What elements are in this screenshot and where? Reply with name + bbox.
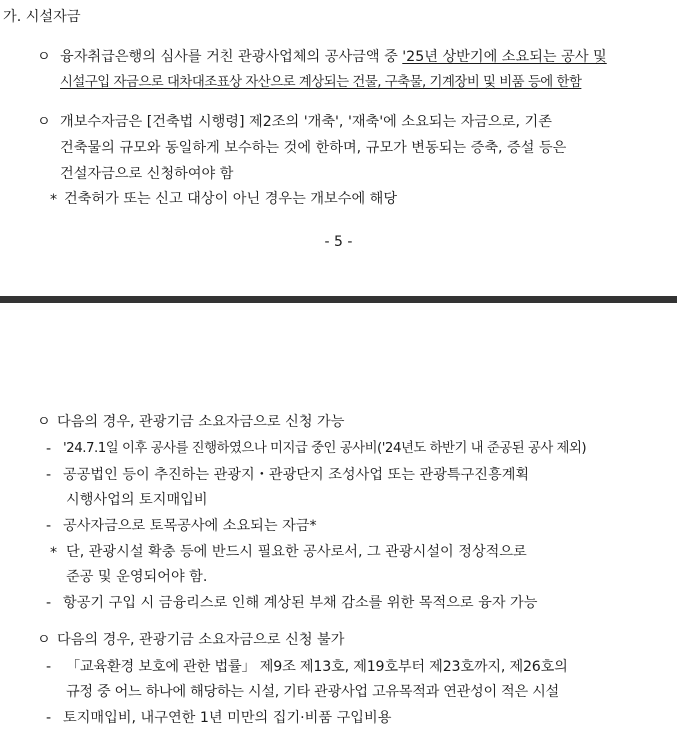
bullet1-line1-plain: 융자취급은행의 심사를 거친 관광사업체의 공사금액 중 <box>60 49 403 65</box>
bullet2-line1: 개보수자금은 [건축법 시행령] 제2조의 '개축', '재축'에 소요되는 자금으로, 기존 <box>60 114 552 130</box>
section-title: 가. 시설자금 <box>3 9 81 25</box>
list-item-continuation: 규정 중 어느 하나에 해당하는 시설, 기타 관광사업 고유목적과 연관성이 적은 시설 <box>66 684 559 700</box>
group1-marker: ㅇ <box>37 414 51 430</box>
bullet1-line2: 시설구입 자금으로 대차대조표상 자산으로 계상되는 건물, 구축물, 기계장비 및 비품 등에 한함 <box>60 75 582 90</box>
group2-heading: 다음의 경우, 관광기금 소요자금으로 신청 불가 <box>57 632 345 648</box>
list-item: '24.7.1일 이후 공사를 진행하였으나 미지급 중인 공사비('24년도 하반기 내 준공된 공사 제외) <box>63 441 587 456</box>
list-item: 토지매입비, 내구연한 1년 미만의 집기·비품 구입비용 <box>63 710 392 726</box>
bullet1-line1 <box>60 47 607 67</box>
list-item-marker: - <box>46 710 52 726</box>
list-item-continuation: 준공 및 운영되어야 함. <box>66 569 208 585</box>
bullet2-line3: 건설자금으로 신청하여야 함 <box>60 166 234 182</box>
note-marker: * <box>50 192 58 208</box>
page-number: - 5 - <box>324 234 353 250</box>
list-item-marker: - <box>46 441 52 457</box>
list-item: 공사자금으로 토목공사에 소요되는 자금* <box>63 518 317 534</box>
group2-marker: ㅇ <box>37 632 51 648</box>
list-item-marker: * <box>50 545 58 561</box>
list-item-marker: - <box>46 659 52 675</box>
list-item-marker: - <box>46 467 52 483</box>
bullet-marker: ㅇ <box>37 114 51 130</box>
bullet-marker: ㅇ <box>37 49 51 65</box>
list-item: 공공법인 등이 추진하는 관광지・관광단지 조성사업 또는 관광특구진흥계획 <box>63 467 530 483</box>
list-item-continuation: 시행사업의 토지매입비 <box>66 492 208 508</box>
bullet2-line2: 건축물의 규모와 동일하게 보수하는 것에 한하며, 규모가 변동되는 증축, 증설 등은 <box>60 140 567 156</box>
bullet1-line1-underlined: '25년 상반기에 소요되는 공사 및 <box>402 49 607 65</box>
list-item-marker: - <box>46 595 52 611</box>
list-item: 단, 관광시설 확충 등에 반드시 필요한 공사로서, 그 관광시설이 정상적으로 <box>66 544 527 560</box>
list-item: 항공기 구입 시 금융리스로 인해 계상된 부채 감소를 위한 목적으로 융자 가능 <box>63 595 538 611</box>
group1-heading: 다음의 경우, 관광기금 소요자금으로 신청 가능 <box>57 414 345 430</box>
list-item-marker: - <box>46 518 52 534</box>
note-text: 건축허가 또는 신고 대상이 아닌 경우는 개보수에 해당 <box>64 191 398 207</box>
list-item: 「교육환경 보호에 관한 법률」 제9조 제13호, 제19호부터 제23호까지, 제26호의 <box>66 659 568 675</box>
page-divider <box>0 296 677 303</box>
